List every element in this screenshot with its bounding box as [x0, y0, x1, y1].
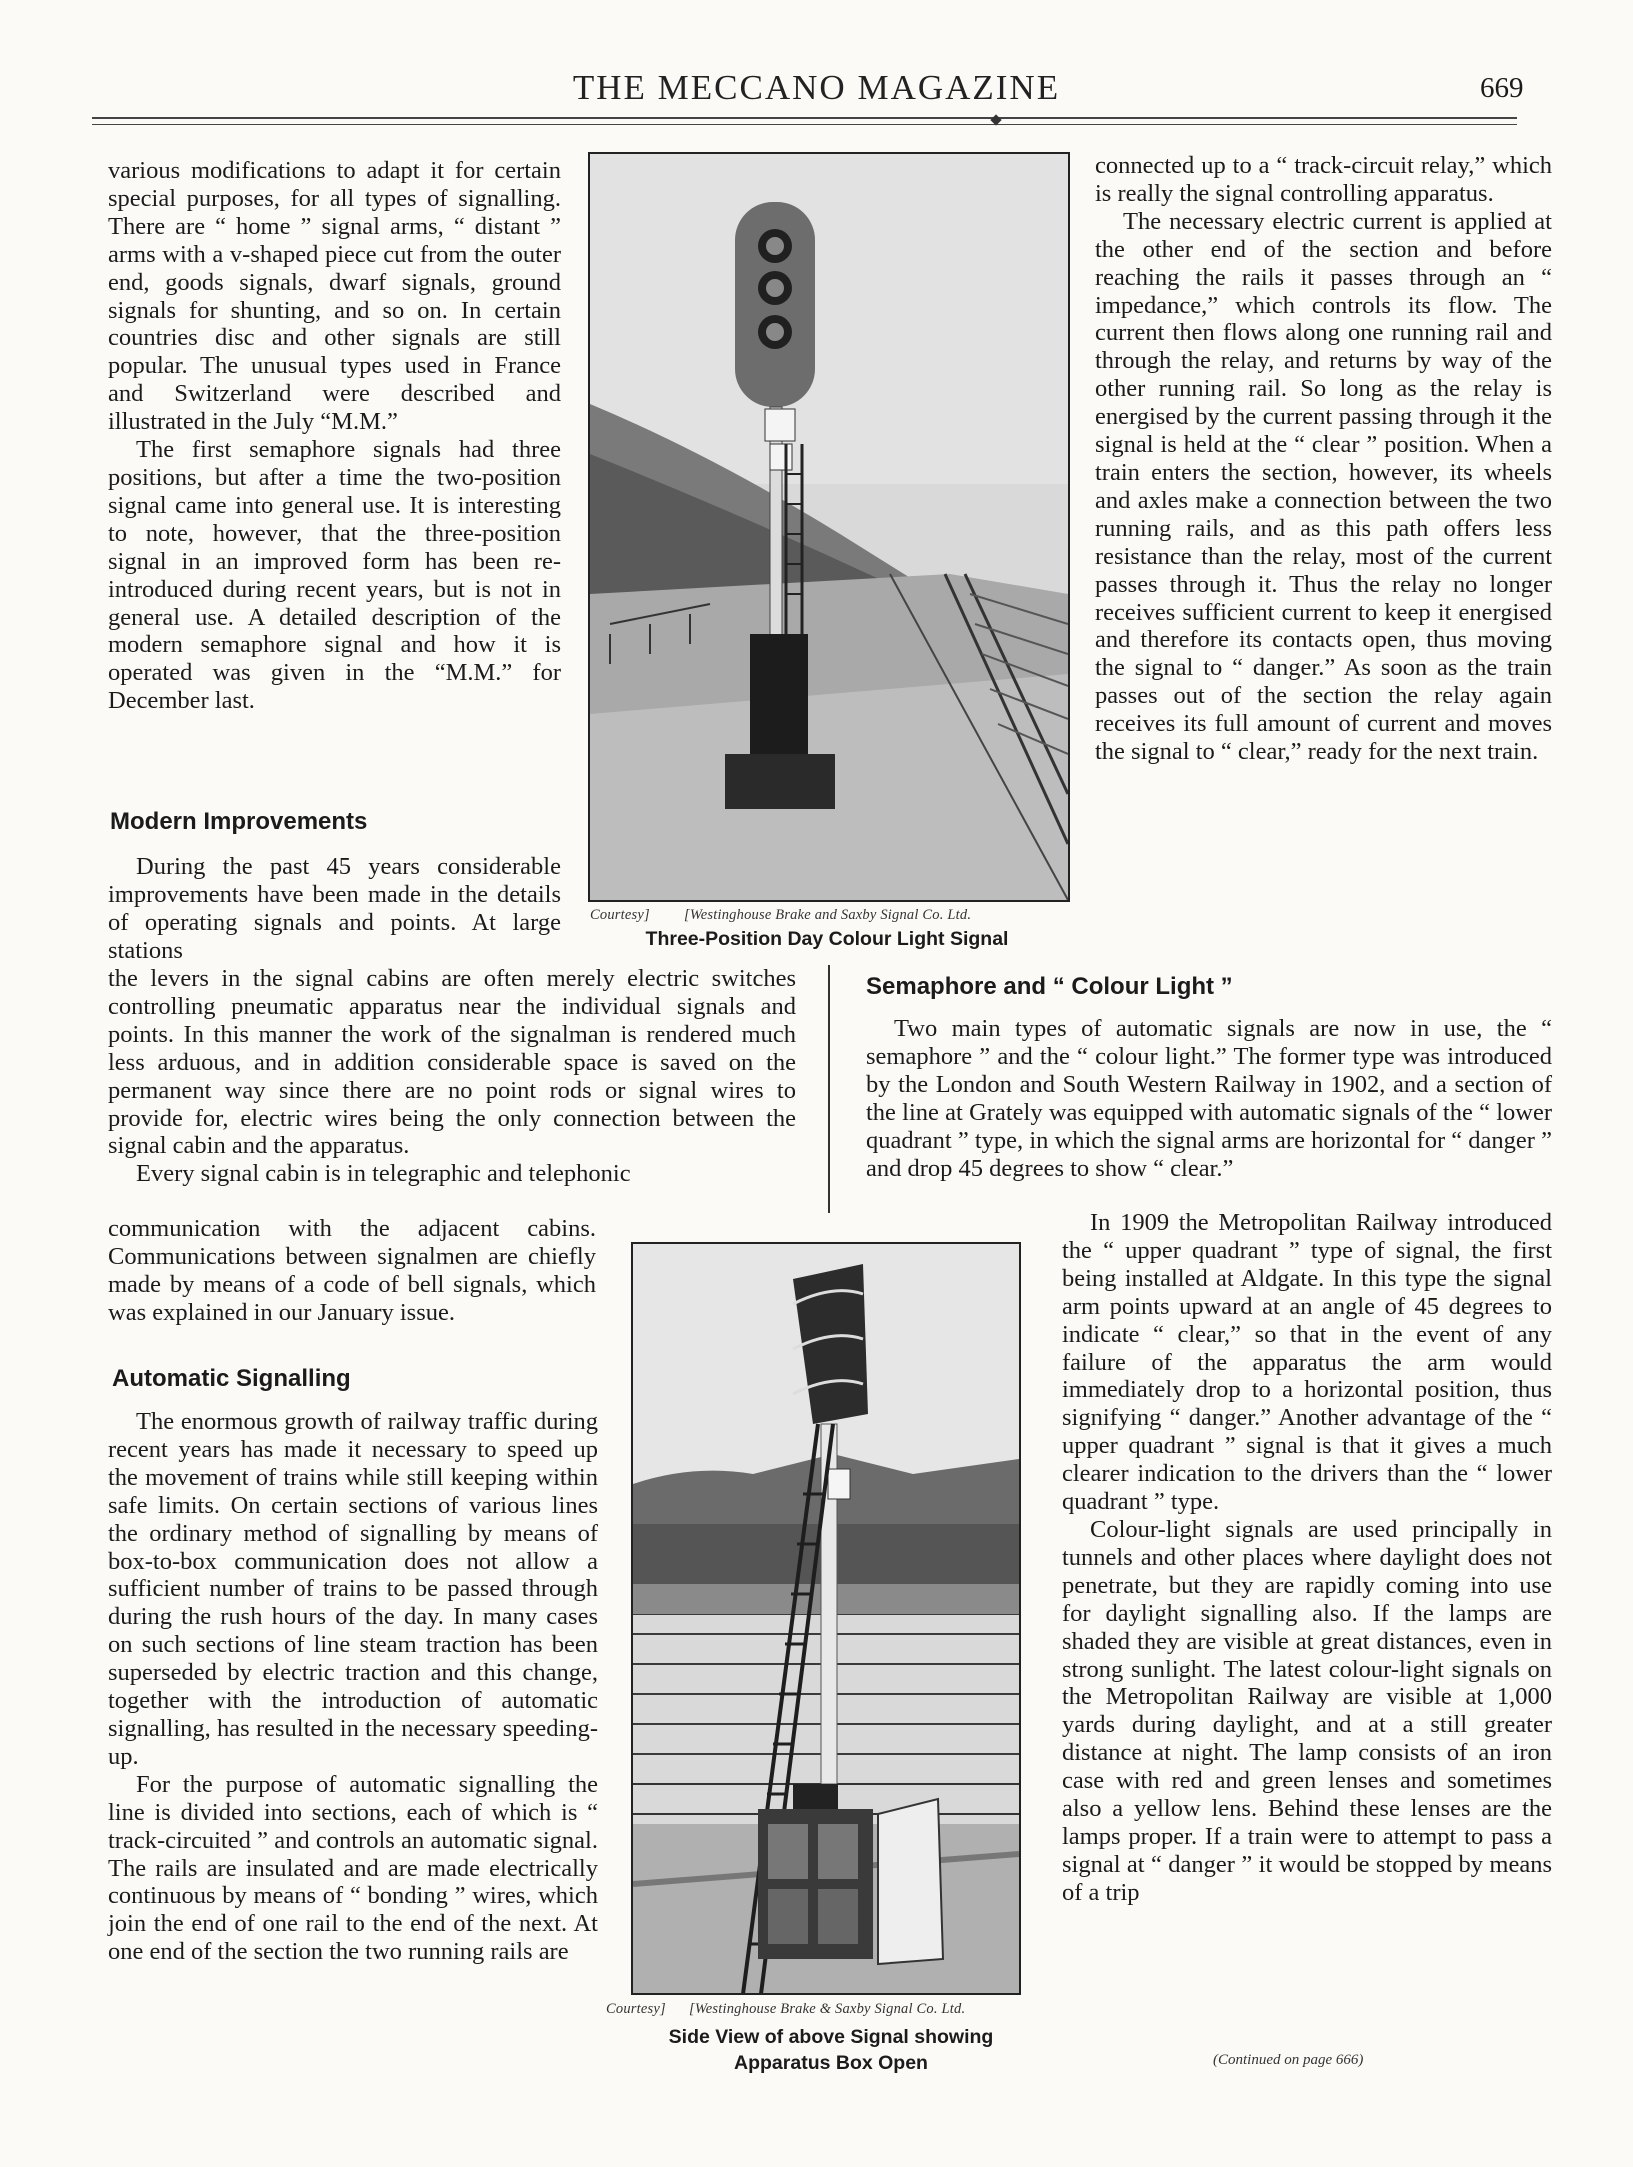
signal-photo-illustration: [590, 154, 1068, 900]
col1-top-text: [108, 157, 561, 715]
page-number: 669: [1480, 72, 1524, 104]
paragraph: connected up to a “ track-circuit relay,” which is really the signal controlling apparatus.: [1095, 152, 1552, 207]
top-photo-credit-left: Courtesy]: [590, 907, 650, 923]
bottom-photo-caption-line2: Apparatus Box Open: [734, 2052, 928, 2074]
paragraph: various modifications to adapt it for certain special purposes, for all types of signalling. There are “ home ” signal arms, “ distant ” arms with a v-shaped piece cut from the outer end, goods signals, dwarf signals, ground signals for shunting, and so on. In certain countries disc and other signals are still popular. The unusual types used in France and Switzerland were described and illustrated in the July “M.M.”: [108, 157, 561, 436]
magazine-title: THE MECCANO MAGAZINE: [572, 68, 1061, 107]
semaphore-text: [866, 1015, 1552, 1182]
bottom-photo-credit-right: [Westinghouse Brake & Saxby Signal Co. Ltd.: [689, 2001, 966, 2017]
bottom-photo-credit-left: Courtesy]: [606, 2001, 666, 2017]
heading-semaphore-colour-light: Semaphore and “ Colour Light ”: [866, 973, 1233, 1000]
paragraph: The first semaphore signals had three positions, but after a time the two-position signal came into general use. It is interesting to note, however, that the three-position signal in an improved form has been re-introduced during recent years, but is not in general use. A detailed description of the modern semaphore signal and how it is operated was given in the “M.M.” for December last.: [108, 436, 561, 715]
paragraph: The enormous growth of railway traffic during recent years has made it necessary to speed up the movement of trains while still keeping within safe limits. On certain sections of various lines the ordinary method of signalling by means of box-to-box communication does not allow a sufficient number of trains to be passed through during the rush hours of the day. In many cases on such sections of line steam traction has been superseded by electric traction and this change, together with the introduction of automatic signalling, has resulted in the necessary speeding-up.: [108, 1408, 598, 1770]
paragraph: communication with the adjacent cabins. Communications between signalmen are chiefly made by means of a code of bell signals, which was explained in our January issue.: [108, 1215, 596, 1326]
modern-continued-text: [108, 965, 796, 1188]
header-rule-top: [92, 117, 1517, 119]
paragraph: The necessary electric current is applied at the other end of the section and before reaching the rails it passes through an “ impedance,” which controls its flow. The current then flows along one running rail and through the relay, and returns by way of the other running rail. So long as the relay is energised by the current passing through it the signal is held at the “ clear ” position. When a train enters the section, however, its wheels and axles make a connection between the two running rails, and as this path offers less resistance than the relay, most of the current passes through it. Thus the relay no longer receives sufficient current to keep it energised and therefore its contacts open, thus moving the signal to “ danger.” As soon as the train passes out of the section the relay again receives its full amount of current and moves the signal to “ clear,” ready for the next train.: [1095, 207, 1552, 766]
every-cabin-text: [108, 1215, 596, 1327]
continued-note: (Continued on page 666): [1213, 2052, 1364, 2068]
paragraph: In 1909 the Metropolitan Railway introduced the “ upper quadrant ” type of signal, the first being installed at Aldgate. In this type the signal arm points upward at an angle of 45 degrees to indicate “ clear,” so that in the event of any failure of the apparatus the arm would immediately drop to a horizontal position, thus signifying “ danger.” Another advantage of the “ upper quadrant ” signal is that it gives a much clearer indication to the drivers than the “ lower quadrant ” type.: [1062, 1209, 1552, 1516]
header-rule-bottom: [92, 124, 1517, 125]
paragraph: For the purpose of automatic signalling the line is divided into sections, each of which is “ track-circuited ” and controls an automatic signal. The rails are insulated and are made electrically continuous by means of “ bonding ” wires, which join the end of one rail to the end of the next. At one end of the section the two running rails are: [108, 1770, 598, 1966]
photo-three-position-signal: [588, 152, 1070, 902]
paragraph: the levers in the signal cabins are often merely electric switches controlling pneumatic apparatus near the individual signals and points. In this manner the work of the signalman is rendered much less arduous, and in addition considerable space is saved on the permanent way since there are no point rods or signal wires to provide for, electric wires being the only connection between the signal cabin and the apparatus.: [108, 965, 796, 1160]
paragraph: Every signal cabin is in telegraphic and telephonic: [136, 1160, 631, 1188]
top-photo-caption: Three-Position Day Colour Light Signal: [645, 928, 1009, 950]
paragraph: Two main types of automatic signals are now in use, the “ semaphore ” and the “ colour light.” The former type was introduced by the London and South Western Railway in 1902, and a section of the line at Grately was equipped with automatic signals of the “ lower quadrant ” type, in which the signal arms are horizontal for “ danger ” and drop 45 degrees to show “ clear.”: [866, 1015, 1552, 1182]
col-right-bottom-text: [1062, 1209, 1552, 1907]
column-divider: [828, 965, 830, 1213]
automatic-text: [108, 1408, 598, 1966]
top-photo-credit-right: [Westinghouse Brake and Saxby Signal Co. Ltd.: [684, 907, 972, 923]
photo-signal-side-view: [631, 1242, 1021, 1995]
signal-side-photo-illustration: [633, 1244, 1019, 1993]
heading-automatic-signalling: Automatic Signalling: [112, 1365, 351, 1392]
paragraph: During the past 45 years considerable improvements have been made in the details of operating signals and points. At large stations: [108, 853, 561, 964]
heading-modern-improvements: Modern Improvements: [110, 808, 368, 835]
paragraph: Colour-light signals are used principally in tunnels and other places where daylight does not penetrate, but they are rapidly coming into use for daylight signalling also. If the lamps are shaded they are visible at great distances, even in strong sunlight. The latest colour-light signals on the Metropolitan Railway are visible at 1,000 yards during daylight, and at a still greater distance at night. The lamp consists of an iron case with red and green lenses and sometimes also a yellow lens. Behind these lenses are the lamps proper. If a train were to attempt to pass a signal at “ danger ” it would be stopped by means of a trip: [1062, 1515, 1552, 1906]
modern-start-text: [108, 853, 561, 965]
bottom-photo-caption-line1: Side View of above Signal showing: [668, 2026, 994, 2048]
col3-top-text: [1095, 152, 1552, 766]
